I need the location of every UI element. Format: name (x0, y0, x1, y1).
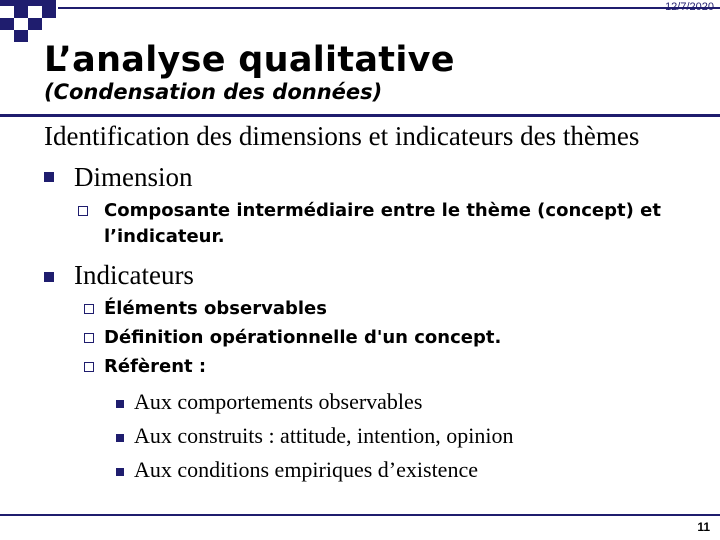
corner-checker-decoration (0, 0, 60, 44)
dimension-definition-line2: l’indicateur. (104, 226, 225, 247)
referent-item: Aux comportements observables (134, 389, 423, 414)
referent-item: Aux conditions empiriques d’existence (134, 457, 478, 482)
section-heading: Identification des dimensions et indicateurs des thèmes (44, 121, 640, 151)
referent-item: Aux construits : attitude, intention, opinion (134, 423, 514, 448)
hollow-square-bullet-icon (84, 304, 94, 314)
bullet-indicateurs: Indicateurs (74, 260, 194, 290)
bottom-rule (0, 514, 720, 516)
square-bullet-icon (44, 272, 54, 282)
hollow-square-bullet-icon (84, 333, 94, 343)
square-bullet-icon (116, 468, 124, 476)
slide-date: 12/7/2020 (665, 1, 714, 13)
square-bullet-icon (44, 172, 54, 182)
slide-subtitle: (Condensation des données) (44, 80, 383, 104)
slide-title: L’analyse qualitative (44, 40, 455, 80)
indicator-item: Définition opérationnelle d'un concept. (104, 327, 502, 348)
title-rule (0, 114, 720, 117)
top-rule (58, 7, 720, 9)
dimension-definition-line1: Composante intermédiaire entre le thème (concept) et (104, 200, 661, 221)
hollow-square-bullet-icon (84, 362, 94, 372)
square-bullet-icon (116, 400, 124, 408)
indicator-item: Éléments observables (104, 298, 327, 319)
page-number: 11 (697, 520, 710, 534)
indicator-item: Réfèrent : (104, 356, 207, 377)
bullet-dimension: Dimension (74, 162, 193, 192)
square-bullet-icon (116, 434, 124, 442)
hollow-square-bullet-icon (78, 206, 88, 216)
